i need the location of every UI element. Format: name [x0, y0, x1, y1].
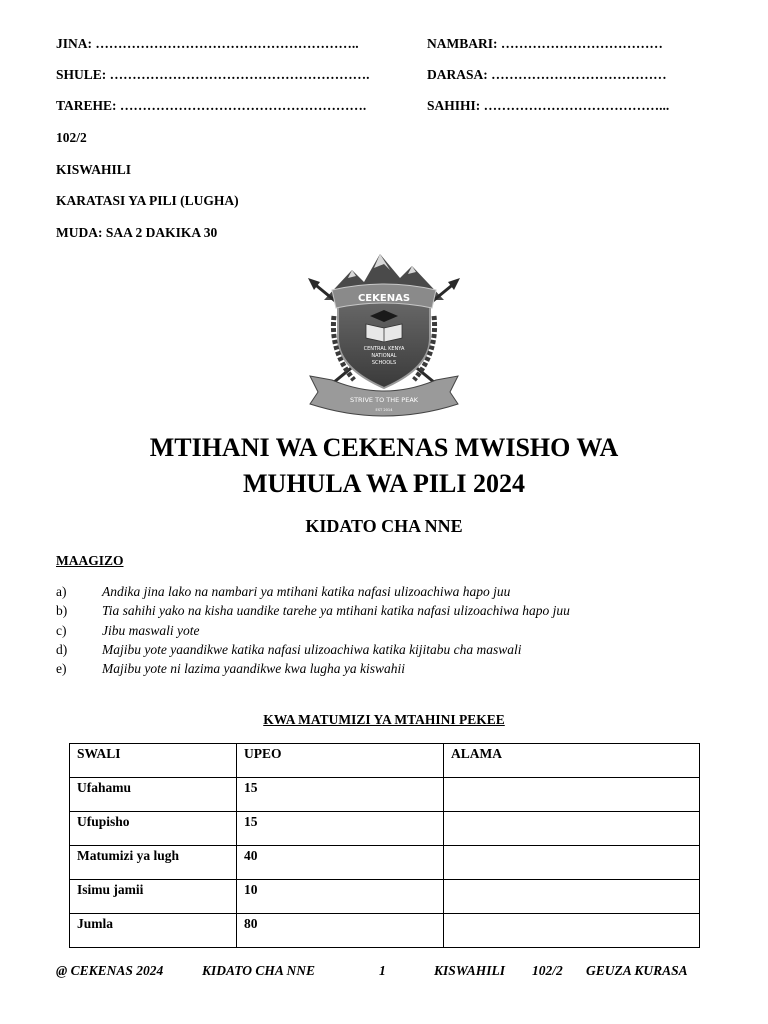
- list-item: a) Andika jina lako na nambari ya mtihani katika nafasi ulizoachiwa hapo juu: [56, 584, 511, 599]
- list-item: d) Majibu yote yaandikwe katika nafasi ulizoachiwa katika kijitabu cha maswali: [56, 641, 522, 657]
- question-cell: Ufahamu: [70, 778, 237, 812]
- svg-text:NATIONAL: NATIONAL: [371, 353, 397, 359]
- school-field[interactable]: SHULE: ………………………………………………….: [56, 67, 370, 82]
- max-cell: 40: [237, 846, 444, 880]
- date-field[interactable]: TAREHE: ……………………………………………….: [56, 98, 367, 113]
- paper-code: 102/2: [56, 130, 87, 145]
- svg-text:STRIVE TO THE PEAK: STRIVE TO THE PEAK: [349, 396, 419, 404]
- footer-page-number: 1: [379, 963, 386, 978]
- svg-text:CENTRAL KENYA: CENTRAL KENYA: [363, 346, 405, 352]
- header-row-name: [56, 36, 716, 54]
- footer-code: 102/2: [532, 963, 563, 978]
- page-footer: [56, 963, 716, 981]
- question-cell: Isimu jamii: [70, 880, 237, 914]
- list-item: b) Tia sahihi yako na kisha uandike tarehe ya mtihani katika nafasi ulizoachiwa hapo juu: [56, 603, 570, 619]
- svg-text:EST 2014: EST 2014: [375, 408, 393, 412]
- marks-cell[interactable]: [444, 812, 700, 846]
- max-cell: 15: [237, 778, 444, 812]
- question-cell: Jumla: [70, 914, 237, 948]
- table-header-row: [70, 744, 700, 778]
- class-field[interactable]: DARASA: …………………………………: [427, 67, 667, 82]
- marks-cell[interactable]: [444, 880, 700, 914]
- marks-cell[interactable]: [444, 778, 700, 812]
- paper-name: KARATASI YA PILI (LUGHA): [56, 193, 239, 208]
- footer-form: KIDATO CHA NNE: [202, 963, 316, 978]
- svg-text:CEKENAS: CEKENAS: [357, 293, 411, 304]
- column-header: ALAMA: [444, 744, 700, 778]
- svg-text:SCHOOLS: SCHOOLS: [371, 360, 397, 366]
- instructions-list: [56, 584, 716, 680]
- marks-table: [69, 743, 700, 948]
- school-crest-logo: [304, 252, 464, 418]
- marks-cell[interactable]: [444, 914, 700, 948]
- subject-name: KISWAHILI: [56, 162, 132, 177]
- number-field[interactable]: NAMBARI: ………………………………: [427, 36, 663, 51]
- signature-field[interactable]: SAHIHI: …………………………………...: [427, 98, 670, 113]
- question-cell: Ufupisho: [70, 812, 237, 846]
- table-row: [70, 880, 700, 914]
- table-row: [70, 812, 700, 846]
- header-row-school: [56, 67, 716, 85]
- marks-cell[interactable]: [444, 846, 700, 880]
- max-cell: 80: [237, 914, 444, 948]
- table-row: [70, 846, 700, 880]
- instructions-heading: MAAGIZO: [56, 553, 124, 568]
- table-row: [70, 914, 700, 948]
- footer-turn-page: GEUZA KURASA: [586, 963, 688, 978]
- header-row-date: [56, 98, 716, 116]
- footer-copyright: @ CEKENAS 2024: [56, 963, 164, 978]
- name-field[interactable]: JINA: …………………………………………………..: [56, 36, 359, 51]
- form-level: KIDATO CHA NNE: [305, 516, 463, 536]
- list-item: e) Majibu yote ni lazima yaandikwe kwa lugha ya kiswahii: [56, 661, 405, 677]
- list-item: c) Jibu maswali yote: [56, 622, 200, 638]
- footer-subject: KISWAHILI: [434, 963, 506, 978]
- column-header: SWALI: [70, 744, 237, 778]
- question-cell: Matumizi ya lugh: [70, 846, 237, 880]
- max-cell: 10: [237, 880, 444, 914]
- column-header: UPEO: [237, 744, 444, 778]
- duration: MUDA: SAA 2 DAKIKA 30: [56, 225, 218, 240]
- exam-title-line-1: MTIHANI WA CEKENAS MWISHO WA: [149, 433, 619, 462]
- table-row: [70, 778, 700, 812]
- max-cell: 15: [237, 812, 444, 846]
- exam-title-line-2: MUHULA WA PILI 2024: [243, 469, 525, 498]
- table-title: KWA MATUMIZI YA MTAHINI PEKEE: [263, 712, 505, 727]
